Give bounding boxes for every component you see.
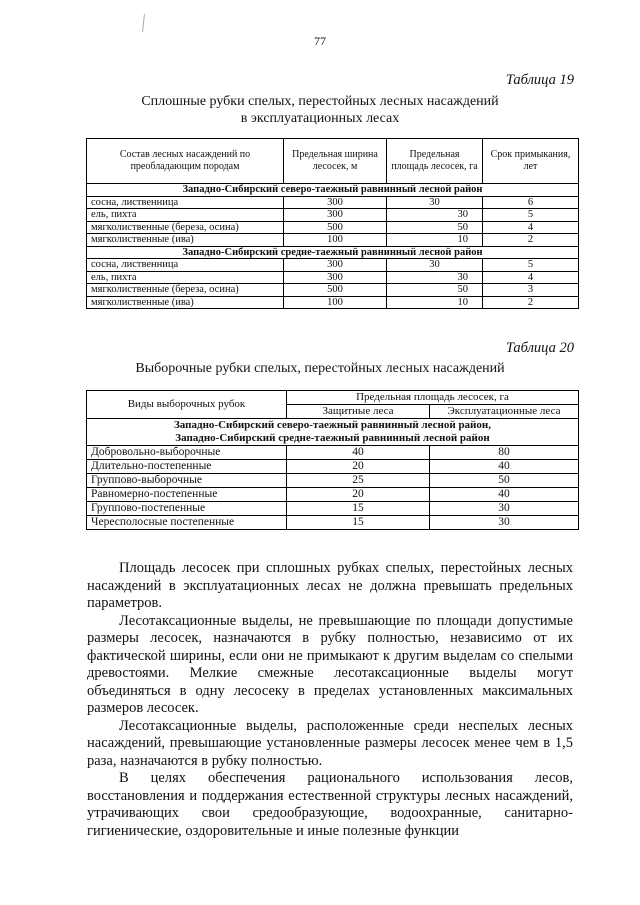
table-cell-exploitation: 30 <box>430 502 579 516</box>
table-cell-cutting-type: Длительно-постепенные <box>87 460 287 474</box>
table19-section-title: Западно-Сибирский северо-таежный равнинный лесной район <box>87 184 579 197</box>
table-row <box>87 196 579 209</box>
table20-header-row <box>87 391 579 405</box>
table19-header-cell: Срок примыкания, лет <box>483 139 579 184</box>
table-cell-protective: 15 <box>287 502 430 516</box>
table-cell-cutting-type: Добровольно-выборочные <box>87 446 287 460</box>
table19-header-cell: Предельная ширина лесосек, м <box>284 139 387 184</box>
table-cell-width: 100 <box>284 234 387 247</box>
table19-header-cell: Предельная площадь лесосек, га <box>387 139 483 184</box>
pen-mark <box>142 14 147 32</box>
table-cell-width: 300 <box>284 271 387 284</box>
table20-section-line1: Западно-Сибирский северо-таежный равнинный лесной район, <box>174 419 491 431</box>
table19-header-row <box>87 139 579 184</box>
table-cell-protective: 25 <box>287 474 430 488</box>
table-cell-species: сосна, лиственница <box>87 259 284 272</box>
table20-section-row <box>87 419 579 446</box>
table-cell-width: 300 <box>284 259 387 272</box>
table-row <box>87 259 579 272</box>
table-cell-term: 2 <box>483 296 579 309</box>
table20-caption: Выборочные рубки спелых, перестойных лесных насаждений <box>135 361 505 376</box>
table-cell-cutting-type: Чересполосные постепенные <box>87 516 287 530</box>
body-text <box>87 560 573 840</box>
table-row <box>87 284 579 297</box>
table-row <box>87 446 579 460</box>
table-cell-area: 30 <box>387 209 483 222</box>
table-cell-species: мягколиственные (береза, осина) <box>87 284 284 297</box>
table-cell-width: 500 <box>284 221 387 234</box>
table-cell-protective: 20 <box>287 488 430 502</box>
table20-section-title <box>87 419 579 446</box>
table20-header-kind: Виды выборочных рубок <box>87 391 287 419</box>
table20-section-line2: Западно-Сибирский средне-таежный равнинный лесной район <box>175 432 490 444</box>
table-cell-width: 300 <box>284 209 387 222</box>
table-row <box>87 234 579 247</box>
table-cell-species: мягколиственные (береза, осина) <box>87 221 284 234</box>
table-cell-protective: 15 <box>287 516 430 530</box>
paragraph-4: В целях обеспечения рационального использования лесов, восстановления и поддержания естественной структуры лесных насаждений, утрачивающих свои средообразующие, водоохранные, санитарно-гигиенические, оздоровительные и иные полезные функции <box>87 770 573 839</box>
table-row <box>87 221 579 234</box>
table-cell-term: 6 <box>483 196 579 209</box>
table-row <box>87 516 579 530</box>
table19-caption-line1: Сплошные рубки спелых, перестойных лесных насаждений <box>141 94 499 109</box>
table-row <box>87 209 579 222</box>
table-cell-area: 10 <box>387 234 483 247</box>
table19-caption-line2: в эксплуатационных лесах <box>240 111 400 126</box>
table-cell-width: 300 <box>284 196 387 209</box>
table19-section-row <box>87 246 579 259</box>
table-cell-term: 4 <box>483 271 579 284</box>
table-cell-species: ель, пихта <box>87 271 284 284</box>
table19-header-cell: Состав лесных насаждений по преобладающим породам <box>87 139 284 184</box>
table-cell-species: мягколиственные (ива) <box>87 234 284 247</box>
table-cell-width: 100 <box>284 296 387 309</box>
table-cell-area: 30 <box>387 271 483 284</box>
table20 <box>86 390 579 530</box>
table19-section-row <box>87 184 579 197</box>
paragraph-3: Лесотаксационные выделы, расположенные среди неспелых лесных насаждений, превышающие установленные размеры лесосек менее чем в 1,5 раза, назначаются в рубку полностью. <box>87 717 573 769</box>
table-cell-cutting-type: Группово-постепенные <box>87 502 287 516</box>
table-cell-term: 4 <box>483 221 579 234</box>
table-row <box>87 296 579 309</box>
table-cell-term: 3 <box>483 284 579 297</box>
table-cell-exploitation: 50 <box>430 474 579 488</box>
table-cell-area: 50 <box>387 284 483 297</box>
table19-caption <box>0 93 640 127</box>
table-row <box>87 502 579 516</box>
page-number: 77 <box>314 34 326 48</box>
table20-subheader-cell: Эксплуатационные леса <box>430 405 579 419</box>
table-cell-term: 2 <box>483 234 579 247</box>
table-cell-exploitation: 30 <box>430 516 579 530</box>
table19 <box>86 138 579 309</box>
table-row <box>87 474 579 488</box>
table-cell-area: 10 <box>387 296 483 309</box>
table-cell-area: 30 <box>387 259 483 272</box>
table-cell-cutting-type: Группово-выборочные <box>87 474 287 488</box>
paragraph-1: Площадь лесосек при сплошных рубках спелых, перестойных лесных насаждений в эксплуатационных лесах не должна превышать предельных параметров. <box>87 560 573 611</box>
table-row <box>87 488 579 502</box>
table-cell-protective: 20 <box>287 460 430 474</box>
paragraph-2: Лесотаксационные выделы, не превышающие по площади допустимые размеры лесосек, назначаются в рубку полностью, независимо от их фактической ширины, если они не примыкают к другим выделам со спелыми древостоями. Мелкие смежные лесотаксационные выделы могут объединяться в одну лесосеку в пределах установленных максимальных размеров лесосек. <box>87 612 573 716</box>
table-cell-species: мягколиственные (ива) <box>87 296 284 309</box>
table-row <box>87 460 579 474</box>
table-cell-area: 30 <box>387 196 483 209</box>
table-cell-exploitation: 80 <box>430 446 579 460</box>
table20-header-group: Предельная площадь лесосек, га <box>287 391 579 405</box>
table-cell-term: 5 <box>483 209 579 222</box>
table-row <box>87 271 579 284</box>
table-cell-protective: 40 <box>287 446 430 460</box>
table20-subheader-cell: Защитные леса <box>287 405 430 419</box>
table-cell-term: 5 <box>483 259 579 272</box>
table19-label: Таблица 19 <box>505 72 574 88</box>
table-cell-cutting-type: Равномерно-постепенные <box>87 488 287 502</box>
table-cell-species: ель, пихта <box>87 209 284 222</box>
table-cell-area: 50 <box>387 221 483 234</box>
table20-label: Таблица 20 <box>505 340 574 356</box>
table-cell-exploitation: 40 <box>430 460 579 474</box>
table-cell-exploitation: 40 <box>430 488 579 502</box>
table19-section-title: Западно-Сибирский средне-таежный равнинный лесной район <box>87 246 579 259</box>
table-cell-width: 500 <box>284 284 387 297</box>
table-cell-species: сосна, лиственница <box>87 196 284 209</box>
